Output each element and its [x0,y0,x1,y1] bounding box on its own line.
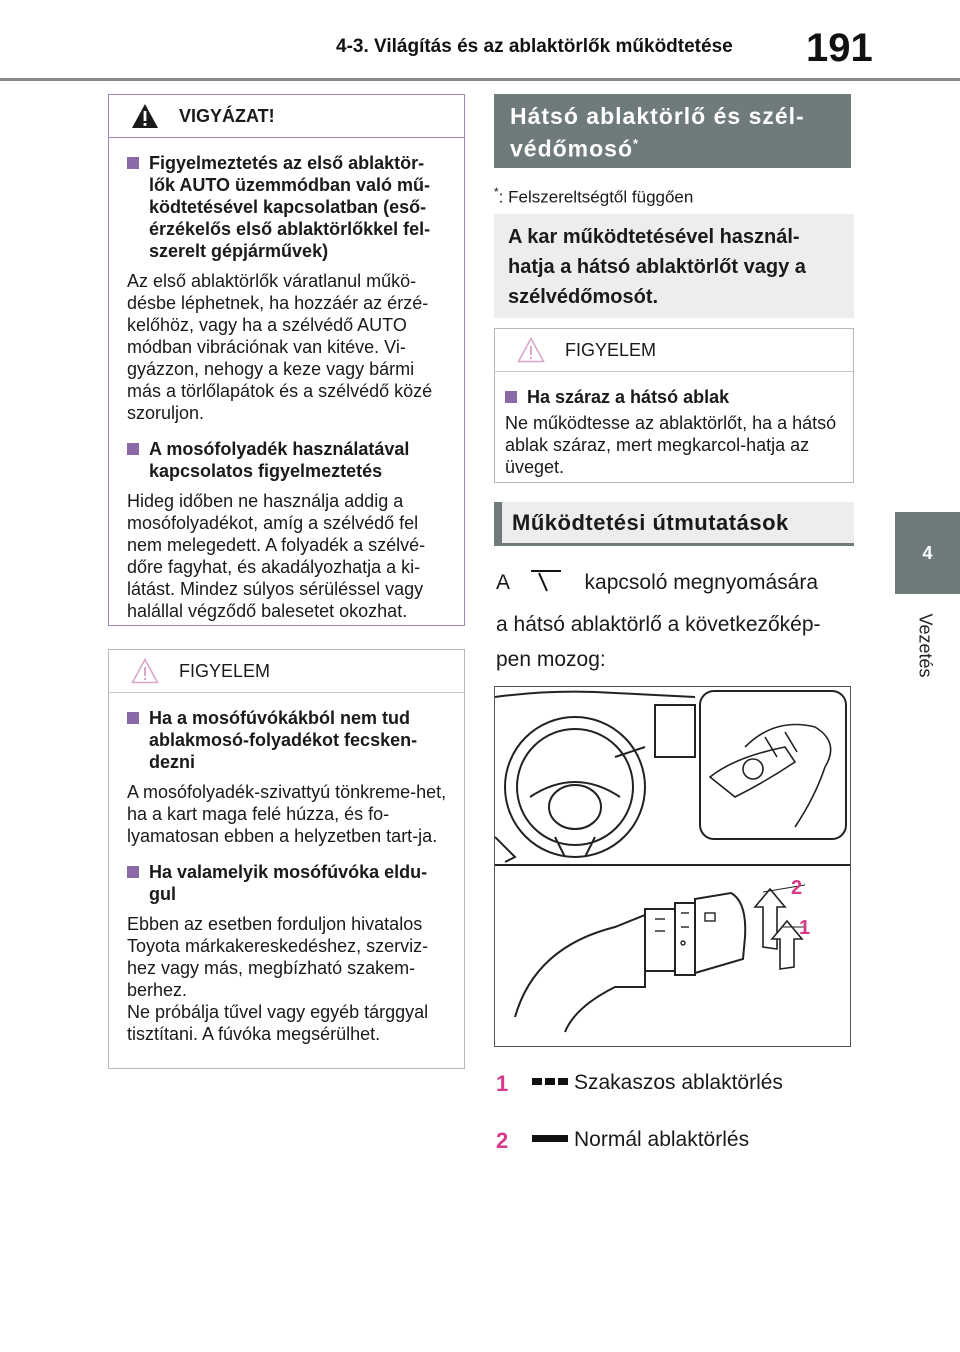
instructions-title: Működtetési útmutatások [512,510,789,535]
warning-box-header [109,95,464,138]
warning-title: VIGYÁZAT! [179,105,275,126]
notice-item-text: Ne próbálja tűvel vagy egyéb tárggyal tisztítani. A fúvóka megsérülhet. [127,1002,429,1044]
notice-item-text: Ebben az esetben forduljon hivatalos Toyota márkakereskedéshez, szerviz-hez vagy más, megbízható szakem-berhez. [127,914,429,1000]
figure-callout-1: 1 [799,917,811,939]
notice-box-right [494,328,854,483]
footnote-mark: * [494,185,499,199]
wiper-lever-illustration [494,686,851,1047]
page-number: 191 [806,26,873,70]
notice-item-heading: Ha a mosófúvókákból nem tud ablakmosó-folyadékot fecsken-dezni [127,707,448,773]
rear-wiper-switch-icon [525,567,569,595]
legend-item [496,1071,856,1101]
rear-wiper-section-banner [494,94,851,168]
notice-box-header [109,650,464,693]
notice-item-heading: Ha száraz a hátsó ablak [505,386,837,408]
legend-number: 1 [496,1071,509,1096]
warning-item-text: Az első ablaktörlők váratlanul műkö-désbe léphetnek, ha hozzáér az érzé-kelőhöz, vagy ha a szélvédő AUTO módban vibrációnak van kitéve. Vi-gyázzon, nehogy a keze vagy bármi más a törlőlapátok és a szélvédő közé szoruljon. [127,271,433,423]
notice-item-text: Ne működtesse az ablaktörlőt, ha a hátsó ablak száraz, mert megkarcol-hatja az üveget. [505,413,837,477]
legend-item [496,1128,856,1158]
figure-callout-2: 2 [791,877,803,899]
warning-item-text: Hideg időben ne használja addig a mosófolyadékot, amíg a szélvédő fel nem melegedett. A folyadék a szélvé-dőre fagyhat, és akadályozhatja a ki-látást. Mindez súlyos sérüléssel vagy halállal végződő balesetet okozhat. [127,491,426,621]
chapter-tab: 4 [895,512,960,594]
instructions-heading [494,502,854,546]
footnote-text: : Felszereltségtől függően [498,187,694,207]
rear-section-title-line2: védőmosó [510,135,634,162]
rear-section-intro-text: A kar működtetésével használ-hatja a hátsó ablaktörlőt vagy a szélvédőmosót. [508,226,806,308]
notice-box-header [495,329,853,372]
lever-illustration-graphic [495,687,850,1046]
warning-item-heading: Figyelmeztetés az első ablaktör-lők AUTO üzemmódban való mű-ködtetésével kapcsolatban (eső-érzékelős első ablaktörlőkkel fel-szerelt gépjárművek) [127,152,448,262]
warning-triangle-icon [131,103,159,129]
intermittent-wipe-icon [532,1077,568,1087]
legend-text: Normál ablaktörlés [574,1128,750,1151]
instructions-line1-pre: A [496,571,509,594]
legend-number: 2 [496,1128,509,1153]
instructions-line3: pen mozog: [496,648,606,671]
notice-box-left [108,649,465,1069]
normal-wipe-icon [532,1134,568,1144]
header-rule [0,78,960,81]
rear-section-title-line1: Hátsó ablaktörlő és szél- [510,103,805,129]
chapter-label-text: Vezetés [915,612,936,678]
notice-item-text: A mosófolyadék-szivattyú tönkreme-het, ha a kart maga felé húzza, és fo-lyamatosan ebben a helyzetben tart-ja. [127,782,447,846]
caution-triangle-icon [517,337,545,363]
warning-item-heading: A mosófolyadék használatával kapcsolatos figyelmeztetés [127,438,448,482]
rear-section-intro [494,214,854,318]
rear-section-title-mark: * [633,136,640,151]
section-title: 4-3. Világítás és az ablaktörlők működtetése [336,36,733,57]
notice-item-heading: Ha valamelyik mosófúvóka eldu-gul [127,861,448,905]
instructions-line1-post: kapcsoló megnyomására [584,571,818,594]
legend-text: Szakaszos ablaktörlés [574,1071,783,1094]
notice-title: FIGYELEM [179,660,271,681]
instructions-line2: a hátsó ablaktörlő a következőkép- [496,613,821,636]
notice-title: FIGYELEM [565,339,657,360]
caution-triangle-icon [131,658,159,684]
heading-accent-bar [494,502,502,543]
warning-box [108,94,465,626]
footnote [494,185,693,208]
chapter-label [880,600,960,690]
instructions-line1 [496,564,818,602]
